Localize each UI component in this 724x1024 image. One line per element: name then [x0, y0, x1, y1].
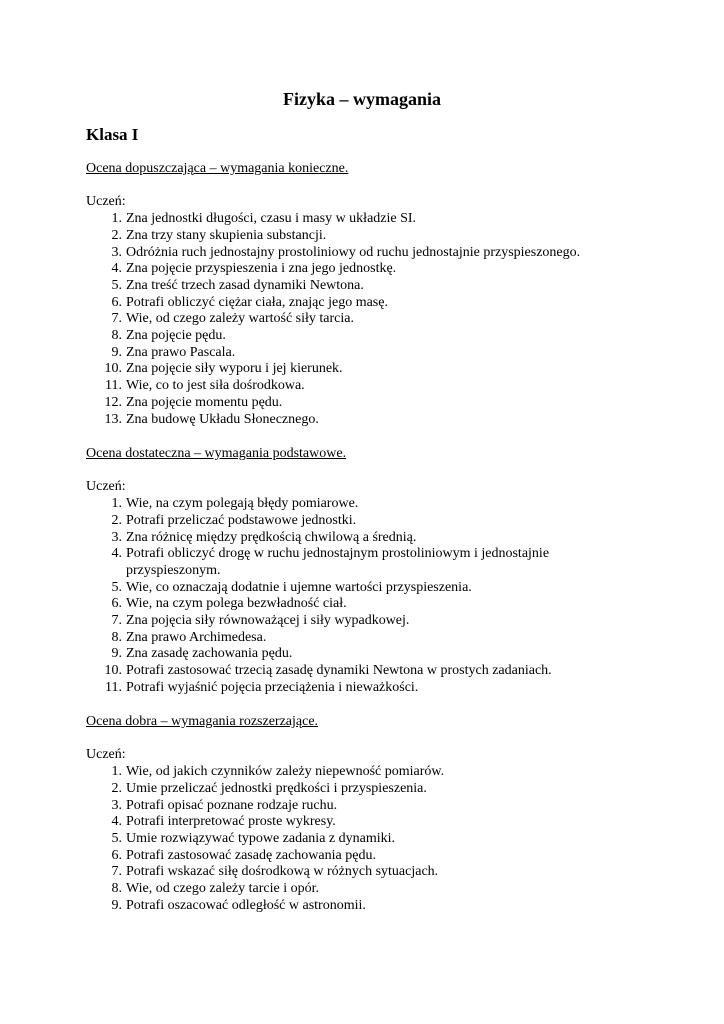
list-item-number: 10.	[104, 361, 122, 377]
list-item-text: Odróżnia ruch jednostajny prostoliniowy od ruchu jednostajnie przyspieszonego.	[126, 244, 581, 260]
list-item	[86, 278, 646, 295]
list-item	[86, 764, 646, 781]
student-label: Uczeń:	[86, 747, 126, 763]
list-item	[86, 228, 646, 245]
list-item-number: 9.	[111, 344, 122, 360]
list-item-text: Zna budowę Układu Słonecznego.	[126, 411, 319, 427]
list-item-number: 11.	[105, 679, 122, 695]
requirements-list	[86, 764, 646, 914]
list-item-text: Umie rozwiązywać typowe zadania z dynamiki.	[126, 830, 396, 846]
section-heading: Ocena dopuszczająca – wymagania konieczne.	[86, 161, 349, 176]
list-item-number: 3.	[111, 797, 122, 813]
document-title: Fizyka – wymagania	[282, 89, 441, 109]
list-item-number: 8.	[111, 328, 122, 344]
list-item	[86, 361, 646, 378]
list-item	[86, 530, 646, 547]
list-item	[86, 630, 646, 647]
list-item	[86, 613, 646, 630]
list-item	[86, 496, 646, 513]
list-item	[86, 378, 646, 395]
list-item	[86, 295, 646, 312]
list-item-number: 9.	[111, 897, 122, 913]
list-item-text: Zna pojęcie siły wyporu i jej kierunek.	[126, 361, 343, 377]
list-item-number: 3.	[111, 244, 122, 260]
list-item	[86, 781, 646, 798]
list-item-text: Zna zasadę zachowania pędu.	[126, 646, 293, 662]
section-dobra	[86, 714, 646, 914]
list-item-number: 3.	[111, 529, 122, 545]
list-item-number: 7.	[111, 613, 122, 629]
list-item-number: 11.	[105, 378, 122, 394]
list-item-text: Zna treść trzech zasad dynamiki Newtona.	[126, 277, 364, 293]
list-item-number: 8.	[111, 881, 122, 897]
list-item-number: 7.	[111, 864, 122, 880]
list-item	[86, 881, 646, 898]
list-item	[86, 395, 646, 412]
student-label: Uczeń:	[86, 479, 126, 495]
list-item-text: Potrafi zastosować trzecią zasadę dynamiki Newtona w prostych zadaniach.	[126, 663, 552, 679]
list-item-text: Potrafi wyjaśnić pojęcia przeciążenia i nieważkości.	[126, 679, 419, 695]
list-item-text: Potrafi opisać poznane rodzaje ruchu.	[126, 797, 338, 813]
list-item-number: 1.	[111, 211, 122, 227]
list-item-text: Zna pojęcie przyspieszenia i zna jego jednostkę.	[126, 261, 397, 277]
list-item-number: 4.	[111, 546, 122, 562]
list-item-text: Zna prawo Archimedesa.	[126, 629, 267, 645]
list-item-text: Potrafi zastosować zasadę zachowania pędu.	[126, 847, 376, 863]
list-item	[86, 513, 646, 530]
list-item	[86, 831, 646, 848]
list-item-text: Potrafi interpretować proste wykresy.	[126, 814, 336, 830]
list-item-text: Umie przeliczać jednostki prędkości i przyspieszenia.	[126, 780, 427, 796]
list-item	[86, 663, 646, 680]
list-item	[86, 596, 646, 613]
list-item-number: 9.	[111, 646, 122, 662]
list-item-number: 2.	[111, 512, 122, 528]
list-item-text: Zna pojęcie pędu.	[126, 328, 226, 344]
list-item-number: 7.	[111, 311, 122, 327]
list-item	[86, 798, 646, 815]
list-item-text: Wie, na czym polega bezwładność ciał.	[126, 596, 347, 612]
list-item-text: Potrafi wskazać siłę dośrodkową w różnych sytuacjach.	[126, 864, 439, 880]
list-item	[86, 546, 646, 579]
list-item-text: Wie, co to jest siła dośrodkowa.	[126, 378, 305, 394]
list-item-number: 5.	[111, 579, 122, 595]
list-item	[86, 680, 646, 697]
list-item-text: Wie, co oznaczają dodatnie i ujemne wartości przyspieszenia.	[126, 579, 472, 595]
list-item-text: Potrafi obliczyć ciężar ciała, znając jego masę.	[126, 294, 388, 310]
list-item-text: Wie, na czym polegają błędy pomiarowe.	[126, 496, 359, 512]
list-item	[86, 211, 646, 228]
list-item-text: Zna jednostki długości, czasu i masy w układzie SI.	[126, 211, 417, 227]
requirements-list	[86, 496, 646, 696]
list-item-number: 5.	[111, 277, 122, 293]
list-item-number: 1.	[111, 496, 122, 512]
list-item-number: 4.	[111, 814, 122, 830]
list-item	[86, 580, 646, 597]
list-item-text: Wie, od jakich czynników zależy niepewność pomiarów.	[126, 764, 445, 780]
list-item-number: 2.	[111, 780, 122, 796]
list-item	[86, 261, 646, 278]
list-item-text: Potrafi obliczyć drogę w ruchu jednostajnym prostoliniowym i jednostajnie przyspieszonym.	[126, 546, 550, 578]
section-dopuszczajaca	[86, 161, 646, 428]
class-heading: Klasa I	[86, 125, 139, 144]
list-item	[86, 646, 646, 663]
list-item-number: 2.	[111, 227, 122, 243]
list-item-number: 5.	[111, 830, 122, 846]
list-item-text: Potrafi oszacować odległość w astronomii.	[126, 897, 366, 913]
list-item-text: Zna prawo Pascala.	[126, 344, 236, 360]
list-item	[86, 848, 646, 865]
section-heading: Ocena dobra – wymagania rozszerzające.	[86, 714, 319, 729]
list-item	[86, 814, 646, 831]
list-item-text: Wie, od czego zależy wartość siły tarcia.	[126, 311, 354, 327]
list-item-number: 12.	[104, 394, 122, 410]
list-item-number: 6.	[111, 294, 122, 310]
list-item-text: Wie, od czego zależy tarcie i opór.	[126, 881, 320, 897]
list-item-number: 1.	[111, 764, 122, 780]
list-item-text: Potrafi przeliczać podstawowe jednostki.	[126, 512, 357, 528]
list-item	[86, 345, 646, 362]
list-item-number: 8.	[111, 629, 122, 645]
list-item-text: Zna pojęcia siły równoważącej i siły wypadkowej.	[126, 613, 410, 629]
list-item	[86, 864, 646, 881]
list-item	[86, 245, 646, 262]
list-item-text: Zna różnicę między prędkością chwilową a średnią.	[126, 529, 417, 545]
list-item	[86, 898, 646, 915]
list-item-text: Zna pojęcie momentu pędu.	[126, 394, 283, 410]
list-item-number: 13.	[104, 411, 122, 427]
student-label: Uczeń:	[86, 194, 126, 210]
list-item-number: 6.	[111, 847, 122, 863]
list-item-number: 4.	[111, 261, 122, 277]
list-item-number: 10.	[104, 663, 122, 679]
list-item	[86, 412, 646, 429]
list-item-text: Zna trzy stany skupienia substancji.	[126, 227, 327, 243]
section-heading: Ocena dostateczna – wymagania podstawowe.	[86, 446, 347, 461]
list-item	[86, 311, 646, 328]
list-item	[86, 328, 646, 345]
requirements-list	[86, 211, 646, 428]
section-dostateczna	[86, 446, 646, 697]
list-item-number: 6.	[111, 596, 122, 612]
